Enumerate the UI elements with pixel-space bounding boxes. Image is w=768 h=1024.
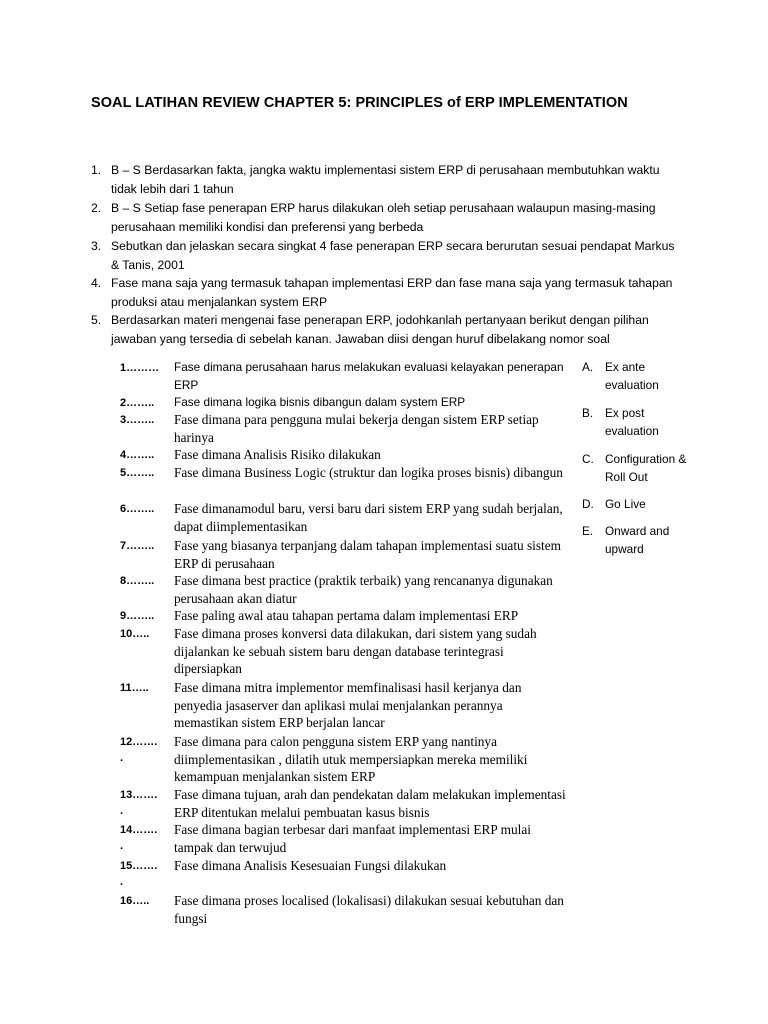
matching-item-16 [120, 892, 570, 927]
item-text: Fase dimanamodul baru, versi baru dari sistem ERP yang sudah berjalan, dapat diimplementasikan [174, 501, 563, 534]
item-number: 2…….. [120, 397, 155, 409]
item-number: 10….. [120, 628, 150, 640]
item-number: 1……… [120, 362, 160, 374]
item-text: Fase dimana best practice (praktik terbaik) yang rencananya digunakan perusahaan akan diatur [174, 573, 553, 606]
item-text: Fase dimana Analisis Kesesuaian Fungsi dilakukan [174, 858, 447, 873]
question-2 [91, 199, 681, 236]
item-text: Fase yang biasanya terpanjang dalam tahapan implementasi suatu sistem ERP di perusahaan [174, 538, 561, 571]
answer-text: Go Live [605, 497, 646, 511]
item-number: 11….. [120, 682, 149, 694]
question-3 [91, 237, 681, 274]
matching-item-6 [120, 500, 570, 535]
question-text: Berdasarkan materi mengenai fase penerapan ERP, jodohkanlah pertanyaan berikut dengan pilihan jawaban yang tersedia di sebelah kanan. Jawaban diisi dengan huruf dibelakang nomor soal [111, 313, 649, 346]
matching-item-8 [120, 572, 570, 607]
question-number: 2. [91, 201, 102, 215]
document-title: SOAL LATIHAN REVIEW CHAPTER 5: PRINCIPLES of ERP IMPLEMENTATION [91, 95, 628, 111]
matching-item-10 [120, 625, 570, 678]
item-text: Fase dimana logika bisnis dibangun dalam system ERP [174, 395, 466, 409]
question-number: 1. [91, 163, 102, 177]
answer-text: Ex ante evaluation [605, 360, 659, 392]
item-number: 13……. . [120, 789, 158, 817]
item-number: 15……. . [120, 860, 158, 888]
item-number: 5…….. [120, 467, 155, 479]
item-text: Fase dimana para calon pengguna sistem ERP yang nantinya diimplementasikan , dilatih utuk mempersiapkan mereka memiliki kemampuan menjalankan sistem ERP [174, 734, 528, 784]
question-number: 3. [91, 239, 102, 253]
answer-option-c [582, 451, 692, 486]
item-text: Fase dimana Analisis Risiko dilakukan [174, 447, 381, 462]
item-text: Fase dimana tujuan, arah dan pendekatan dalam melakukan implementasi ERP ditentukan melalui pembuatan kasus bisnis [174, 787, 566, 820]
matching-item-14 [120, 821, 570, 856]
answer-text: Onward and upward [605, 524, 670, 556]
question-text: Fase mana saja yang termasuk tahapan implementasi ERP dan fase mana saja yang termasuk tahapan produksi atau menjalankan system ERP [111, 276, 673, 309]
matching-item-12 [120, 733, 570, 786]
answer-letter: C. [582, 452, 594, 466]
answer-option-d [582, 496, 692, 514]
question-number: 4. [91, 276, 102, 290]
question-1 [91, 161, 681, 198]
item-number: 4…….. [120, 449, 155, 461]
answer-letter: E. [582, 524, 594, 538]
item-text: Fase dimana mitra implementor memfinalisasi hasil kerjanya dan penyedia jasaserver dan aplikasi mulai menjalankan perannya memastikan sistem ERP berjalan lancar [174, 680, 522, 730]
item-text: Fase dimana para pengguna mulai bekerja dengan sistem ERP setiap harinya [174, 412, 539, 445]
answer-text: Configuration & Roll Out [605, 452, 687, 484]
question-text: B – S Berdasarkan fakta, jangka waktu implementasi sistem ERP di perusahaan membutuhkan waktu tidak lebih dari 1 tahun [111, 163, 660, 196]
matching-item-5 [120, 464, 570, 482]
question-5 [91, 311, 681, 348]
item-number: 7…….. [120, 540, 155, 552]
matching-item-13 [120, 786, 570, 821]
item-number: 6…….. [120, 503, 155, 515]
answer-option-e [582, 523, 692, 558]
item-number: 12……. . [120, 736, 158, 764]
matching-item-2 [120, 394, 570, 412]
question-text: Sebutkan dan jelaskan secara singkat 4 fase penerapan ERP secara berurutan sesuai pendapat Markus & Tanis, 2001 [111, 239, 675, 272]
answer-option-a [582, 359, 672, 394]
answer-letter: A. [582, 360, 594, 374]
matching-item-3 [120, 411, 570, 446]
item-text: Fase dimana perusahaan harus melakukan evaluasi kelayakan penerapan ERP [174, 360, 564, 392]
item-number: 3…….. [120, 414, 155, 426]
item-text: Fase dimana Business Logic (struktur dan logika proses bisnis) dibangun [174, 465, 563, 480]
answer-letter: D. [582, 497, 594, 511]
matching-item-15 [120, 857, 570, 888]
matching-item-1 [120, 359, 570, 394]
question-number: 5. [91, 313, 102, 327]
matching-item-11 [120, 679, 570, 732]
question-text: B – S Setiap fase penerapan ERP harus dilakukan oleh setiap perusahaan walaupun masing-masing perusahaan memiliki kondisi dan preferensi yang berbeda [111, 201, 656, 234]
matching-item-9 [120, 607, 570, 625]
item-text: Fase dimana proses konversi data dilakukan, dari sistem yang sudah dijalankan ke sebuah sistem baru dengan database terintegrasi dipersiapkan [174, 626, 537, 676]
answer-option-b [582, 405, 672, 440]
matching-item-7 [120, 537, 570, 572]
item-number: 8…….. [120, 575, 155, 587]
answer-text: Ex post evaluation [605, 406, 659, 438]
matching-item-4 [120, 446, 570, 464]
item-text: Fase dimana proses localised (lokalisasi) dilakukan sesuai kebutuhan dan fungsi [174, 893, 564, 926]
item-number: 14……. . [120, 824, 158, 852]
answer-letter: B. [582, 406, 594, 420]
item-text: Fase dimana bagian terbesar dari manfaat implementasi ERP mulai tampak dan terwujud [174, 822, 531, 855]
item-number: 16….. [120, 895, 150, 907]
item-number: 9…….. [120, 610, 155, 622]
item-text: Fase paling awal atau tahapan pertama dalam implementasi ERP [174, 608, 519, 623]
question-4 [91, 274, 681, 311]
